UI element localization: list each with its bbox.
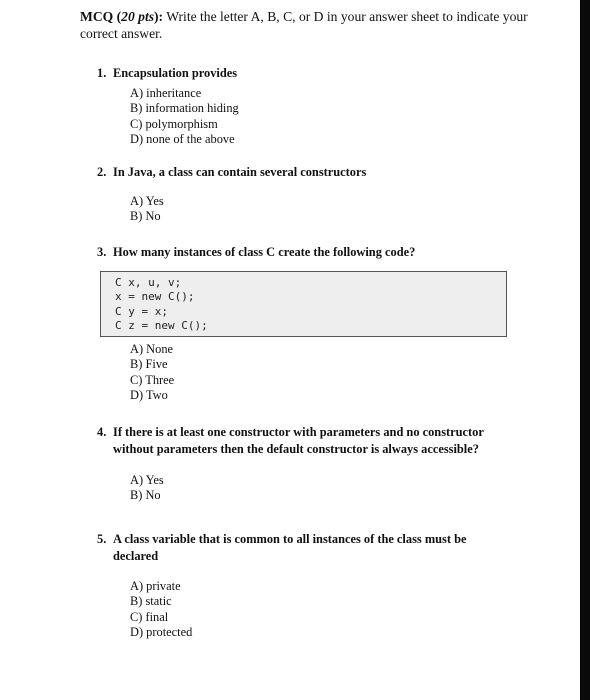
code-line: C x, u, v; [115, 276, 182, 289]
question-title [97, 244, 517, 261]
instructions-heading [80, 8, 530, 42]
instruction-text: Write the letter A, B, C, or D in your answer sheet to indicate your correct answer. [80, 9, 528, 41]
points-label: 20 pts [121, 9, 155, 24]
option-b: B) Five [130, 357, 168, 372]
question-number: 4. [97, 425, 107, 439]
window-edge [580, 0, 590, 700]
question-text: A class variable that is common to all instances of the class must be declared [113, 532, 467, 563]
option-b: B) No [130, 488, 161, 503]
option-d: D) protected [130, 624, 193, 639]
question-number: 5. [97, 532, 107, 546]
question-3-options [97, 342, 517, 403]
answer-options [130, 579, 507, 640]
option-d: D) Two [130, 387, 168, 402]
answer-options [130, 473, 507, 504]
option-c: C) Three [130, 372, 175, 387]
option-a: A) Yes [130, 194, 164, 208]
question-number: 1. [97, 66, 107, 80]
question-1 [97, 65, 517, 147]
question-text: In Java, a class can contain several constructors [113, 165, 367, 179]
option-b: B) information hiding [130, 101, 239, 116]
code-line: x = new C(); [115, 290, 195, 304]
answer-options [130, 342, 517, 403]
question-2 [97, 164, 517, 225]
code-snippet [100, 271, 507, 337]
option-a: A) private [130, 579, 181, 593]
question-4 [97, 424, 507, 504]
code-line: C z = new C(); [115, 318, 208, 332]
option-a: A) Yes [130, 473, 164, 487]
question-number: 3. [97, 245, 107, 259]
question-text: How many instances of class C create the following code? [113, 245, 416, 259]
option-a: A) None [130, 342, 174, 356]
option-d: D) none of the above [130, 131, 235, 146]
question-title [97, 531, 507, 565]
question-5 [97, 531, 507, 640]
question-title [97, 164, 517, 181]
question-3 [97, 244, 517, 261]
answer-options [130, 86, 517, 147]
code-line: C y = x; [115, 304, 168, 318]
answer-options [130, 194, 517, 225]
question-title [97, 424, 507, 458]
question-text: Encapsulation provides [113, 66, 238, 80]
mcq-label: MCQ (20 pts): [80, 9, 164, 24]
option-c: C) polymorphism [130, 116, 218, 131]
question-title [97, 65, 517, 82]
option-b: B) static [130, 594, 172, 609]
question-text: If there is at least one constructor with parameters and no constructor without parameters then the default constructor is always accessible? [113, 425, 484, 456]
option-a: A) inheritance [130, 86, 202, 100]
question-number: 2. [97, 165, 107, 179]
option-c: C) final [130, 609, 169, 624]
option-b: B) No [130, 209, 161, 224]
